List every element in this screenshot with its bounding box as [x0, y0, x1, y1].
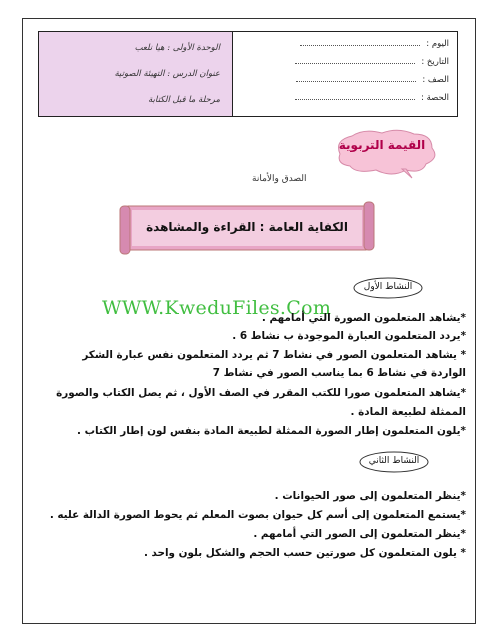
activity2-line: *ينظر المتعلمون إلى الصور التي أمامهم .	[253, 528, 466, 540]
activity1-line: *يلون المتعلمون إطار الصورة الممثلة لطبيعة المادة بنفس لون إطار الكتاب .	[77, 425, 466, 437]
day-field: اليوم :	[300, 39, 449, 49]
activity1-line: الممثلة لطبيعة المادة .	[350, 406, 466, 418]
activity1-line: *يشاهد المتعلمون الصورة التي أمامهم .	[261, 312, 466, 324]
activity1-label	[352, 276, 424, 300]
activity1-line: *يشاهد المتعلمون صورا للكتب المقرر في الصف الأول ، ثم يصل الكتاب والصورة	[56, 387, 466, 399]
activity2-label	[358, 450, 430, 474]
competence-banner	[118, 200, 376, 258]
lesson-info-panel	[39, 32, 233, 116]
watermark: WWW.KweduFiles.Com	[102, 297, 332, 319]
activity2-label-text: النشاط الثاني	[368, 456, 420, 466]
period-field: الحصة :	[295, 93, 449, 103]
unit-title: الوحدة الأولى : هيا نلعب	[134, 43, 220, 53]
value-text: الصدق والأمانة	[252, 174, 307, 184]
activity2-line: * يلون المتعلمون كل صورتين حسب الحجم والشكل بلون واحد .	[143, 547, 466, 559]
value-badge	[332, 128, 444, 180]
competence-text: الكفاية العامة : القراءة والمشاهدة	[146, 220, 348, 234]
activity1-line: *يردد المتعلمون العبارة الموجودة ب نشاط 6 .	[232, 330, 466, 342]
date-field: التاريخ :	[295, 57, 449, 67]
class-field: الصف :	[296, 75, 449, 85]
activity1-line: الواردة في نشاط 6 بما يناسب الصور في نشاط 7	[212, 367, 466, 379]
value-badge-label: القيمة التربوية	[338, 138, 426, 152]
activity2-line: *ينظر المتعلمون إلى صور الحيوانات .	[274, 490, 466, 502]
activity1-label-text: النشاط الأول	[363, 282, 413, 292]
lesson-title: عنوان الدرس : التهيئة الصوتية	[114, 69, 220, 79]
lesson-header	[38, 31, 458, 117]
activity2-line: *يستمع المتعلمون إلى أسم كل حيوان بصوت المعلم ثم يحوط الصورة الدالة عليه .	[49, 509, 466, 521]
activity1-line: * يشاهد المتعلمون الصور في نشاط 7 ثم يردد المتعلمون نفس عبارة الشكر	[82, 349, 466, 361]
lesson-stage: مرحلة ما قبل الكتابة	[148, 95, 220, 105]
